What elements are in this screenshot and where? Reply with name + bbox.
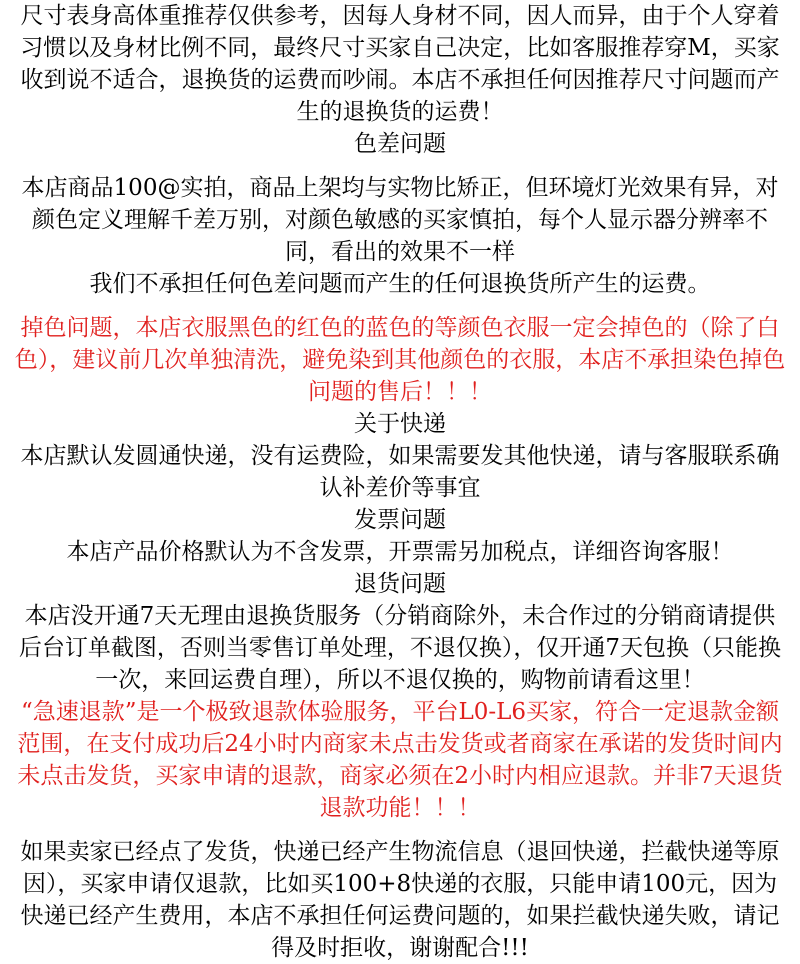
size-note: 尺寸表身高体重推荐仅供参考，因每人身材不同，因人而异，由于个人穿着习惯以及身材比例不同，最终尺寸买家自己决定，比如客服推荐穿M，买家收到说不适合，退换货的运费而吵闹。本店不承担任何因推荐尺寸问题而产生的退换货的运费！: [20, 3, 780, 125]
invoice-note: 本店产品价格默认为不含发票，开票需另加税点，详细咨询客服！: [66, 539, 734, 565]
return-note: 本店没开通7天无理由退换货服务（分销商除外，未合作过的分销商请提供后台订单截图，否则当零售订单处理，不退仅换），仅开通7天包换（只能换一次，来回运费自理），所以不退仅换的，购物前请看这里！: [18, 603, 782, 693]
return-heading: 退货问题: [354, 571, 446, 597]
refund-only-note: 如果卖家已经点了发货，快递已经产生物流信息（退回快递，拦截快递等原因），买家申请仅退款，比如买100+8快递的衣服，只能申请100元，因为快递已经产生费用，本店不承担任何运费问题的，如果拦截快递失败，请记得及时拒收，谢谢配合!!!: [20, 839, 780, 961]
shipping-heading: 关于快递: [354, 411, 446, 437]
fading-warning: 掉色问题，本店衣服黑色的红色的蓝色的等颜色衣服一定会掉色的（除了白色），建议前几次单独清洗，避免染到其他颜色的衣服，本店不承担染色掉色问题的售后！！！: [14, 315, 786, 405]
color-disclaimer: 我们不承担任何色差问题而产生的任何退换货所产生的运费。: [89, 271, 711, 297]
color-heading: 色差问题: [354, 131, 446, 157]
shipping-note: 本店默认发圆通快递，没有运费险，如果需要发其他快递，请与客服联系确认补差价等事宜: [20, 443, 780, 501]
color-note: 本店商品100@实拍，商品上架均与实物比矫正，但环境灯光效果有异，对颜色定义理解千差万别，对颜色敏感的买家慎拍，每个人显示器分辨率不同，看出的效果不一样: [21, 175, 779, 265]
refund-warning: “急速退款”是一个极致退款体验服务，平台L0-L6买家，符合一定退款金额范围，在支付成功后24小时内商家未点击发货或者商家在承诺的发货时间内未点击发货，买家申请的退款，商家必须在2小时内相应退款。并非7天退货退款功能！！！: [17, 699, 783, 821]
invoice-heading: 发票问题: [354, 507, 446, 533]
